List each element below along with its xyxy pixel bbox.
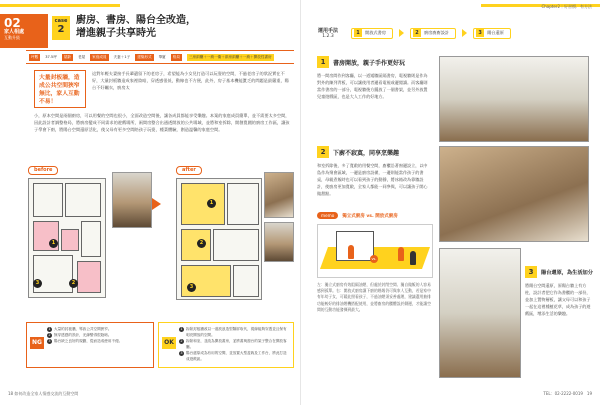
- intro-text: 這對年輕夫妻接手長輩遺留下的老房子，希望能為小女兒打造可以玩耍的空間，不過老房子的狀況實在不好，大量封板牆造成家裡陰暗，穿透感很低，動線也不方便，此外，房子基本機能匱乏的問題是最嚴重，陽台不好曬衣，廚房太: [92, 71, 289, 90]
- chapter-tab: [0, 14, 48, 48]
- ok-item: [179, 326, 290, 338]
- marker-badge: 2: [197, 239, 206, 248]
- method-step: [473, 28, 511, 39]
- after-open-area: [181, 229, 211, 261]
- after-floor-plan: [176, 178, 262, 300]
- marker-badge: 2: [69, 279, 78, 288]
- ng-list: [47, 326, 150, 344]
- step-number: 2: [413, 29, 421, 37]
- before-label: before: [28, 166, 58, 175]
- case-number: 2: [57, 24, 65, 35]
- item-number-icon: 2: [48, 332, 51, 337]
- item-number-icon: 1: [48, 326, 51, 331]
- marker-badge: 1: [49, 239, 58, 248]
- memo-caption: 左：獨立式廚房有效阻隔油煙，但處於封閉空間、獨自做飯的人容易感到孤單。右：開放式廚房讓下廚的媽媽仍可與家人互動，若是家中有年幼子女，可藉此照看孩子，不過油煙須妥善處理，建議選用抽排功能較好的排油煙機搭配使用，並將廚房的櫃體設於側邊，才能讓空間的互動功能發揮到最大。: [317, 282, 431, 312]
- section-3-body: 將陽台空間還原，原陽台牆上有方柱，設計者把它作為書櫃的一部份，並加上置物層板，讓父母可以和孩子一起在這裡種植花草，成為孩子的遊戲區，增添生活的樂趣。: [525, 283, 591, 316]
- transition-arrow-icon: [152, 198, 161, 210]
- method-step: [351, 28, 393, 39]
- after-room: [233, 265, 259, 297]
- after-photo: [264, 172, 294, 218]
- ng-box: [26, 322, 154, 368]
- step-text: 陽台還原: [487, 30, 504, 35]
- section-1-body: 將一間房間作到客廳，以一道矮牆區隔書房，電視牆則是作為對外的陳列背板，可以讓使用者邊看電視或邊閱讀。而客廳則當作書房的一部分，電視牆後方擺放了一個書架，並另外放置兒童遊戲區，也是大人工作的好地方。: [317, 73, 428, 99]
- item-number-icon: 1: [180, 326, 183, 331]
- before-floor-plan: [28, 178, 106, 298]
- info-value-layout: 三房兩廳＋一廚一衛＋兩房兩廳＋一廚＋開放性書房: [188, 54, 272, 59]
- info-label-family: 家庭成員: [92, 54, 107, 59]
- illustration-wall: [336, 231, 374, 261]
- section-3-header: [525, 266, 593, 278]
- info-label-age: 屋齡: [63, 54, 71, 59]
- ok-item: [179, 338, 290, 350]
- marker-badge: 3: [187, 283, 196, 292]
- chapter-subtitle: 互動升級: [4, 35, 20, 40]
- ok-item-text: 拆除封板牆改以一道波浪造型隔屏取代，視線能夠穿透並且保有明亮開放的空間。: [186, 327, 287, 337]
- ok-box: [158, 322, 294, 368]
- section-number: 1: [317, 56, 329, 68]
- section-1-header: [317, 56, 405, 68]
- info-value-size: 37.5坪: [45, 54, 57, 59]
- section-2-photo: [439, 146, 589, 242]
- method-label: [311, 27, 345, 39]
- case-badge: [52, 16, 70, 40]
- ok-list: [179, 326, 290, 362]
- person-icon: [410, 251, 416, 265]
- kitchen-illustration: [317, 224, 433, 278]
- section-number: 3: [525, 266, 537, 278]
- section-2-header: [317, 146, 399, 158]
- section-title: 書房開放，親子手作更好玩: [333, 59, 406, 67]
- vs-badge: vs.: [371, 257, 377, 261]
- method-title: 運用手法: [317, 28, 338, 34]
- info-value-building: 華廈: [158, 54, 166, 59]
- step-number: 3: [476, 29, 484, 37]
- case-label: case: [54, 18, 68, 24]
- ok-item-text: 拆除和室，並改為開放書房，並將書與窗台的架子整合在開放客廳。: [186, 339, 287, 349]
- intro-text-2: 小，原本空間是兩個廚房，可以用餐的空間也很小，全面改造空間後，讓各成員都能享受樂趣。本案的家庭成員簡單，並不需要太多空間，因此設計者調整格局，將廚房變成不同需求的遊戲場所，兩間房整合出通透開放的公共場域，並將和室拆除，開創寬闊的廚房工作區，讓孩子學會下廚，將陽台空間還原活化，使父母有更多空間陪孩子玩耍，種菜體驗，創造溫馨的家庭空間。: [34, 113, 290, 132]
- section-3-photo: [439, 248, 521, 378]
- info-value-family: 夫妻＋1子: [113, 54, 131, 59]
- step-number: 1: [354, 29, 362, 37]
- page-title: [76, 14, 196, 40]
- before-photo: [112, 172, 152, 228]
- method-step: [410, 28, 456, 39]
- title-line-1: 廚房、書房、陽台全改造，: [76, 15, 196, 26]
- before-room: [33, 183, 63, 217]
- person-icon: [348, 245, 354, 259]
- ng-item-text: 陽台缺乏良好的規劃，從而造成使用不便。: [54, 339, 123, 343]
- section-title: 下廚不寂寞，同享烹樂趣: [333, 149, 400, 157]
- problem-callout: 大量封板牆，造成公共空間狹窄無比，家人互動不易！: [34, 70, 86, 108]
- ok-tag: OK: [162, 337, 176, 349]
- right-page: [300, 0, 600, 405]
- marker-badge: 1: [207, 199, 216, 208]
- after-room: [213, 229, 259, 261]
- chapter-title: 家人相處: [4, 29, 25, 35]
- memo-header: [317, 212, 398, 219]
- section-2-body: 和室拆除後，多了寬敞的用餐空間，廚櫃沿著窗邊設立，以中島作為聚會區域，一邊是廚房設備，一邊則能當作孩子的書桌，母親煮飯時也可以看到孩子的動靜，將冰箱改為靠牆設計，使廚房更加寬敞，全家人都能一同參與，可以讓孩子開心做甜點。: [317, 163, 428, 196]
- info-bar: [26, 50, 294, 64]
- ok-item: [179, 350, 290, 362]
- chevron-right-icon: [399, 29, 404, 37]
- top-strip: [0, 4, 120, 7]
- person-icon: [398, 247, 404, 261]
- memo-title: 獨立式廚房 vs. 開放式廚房: [342, 213, 398, 219]
- before-room: [81, 221, 101, 257]
- section-title: 陽台還原，為生活加分: [541, 269, 593, 276]
- item-number-icon: 3: [180, 350, 183, 355]
- ng-item: [47, 338, 150, 344]
- before-problem-area: [61, 229, 79, 251]
- item-number-icon: 2: [180, 338, 183, 343]
- step-text: 開放式書房: [365, 30, 386, 35]
- ng-tag: NG: [30, 337, 44, 349]
- ng-item-text: 無穿透感的設計，光線變得很陰暗。: [54, 333, 112, 337]
- after-room: [227, 183, 259, 225]
- title-line-2: 增進親子共享時光: [76, 28, 156, 39]
- after-label: after: [176, 166, 202, 175]
- before-room: [65, 183, 101, 217]
- before-problem-area: [77, 261, 101, 293]
- info-value-age: 老屋: [77, 54, 86, 59]
- section-1-photo: [439, 56, 589, 142]
- after-open-area: [181, 183, 225, 225]
- after-photo: [264, 222, 294, 262]
- running-header: Chapter2｜好習慣．有方法: [541, 4, 592, 9]
- section-number: 2: [317, 146, 329, 158]
- ng-item-text: 大量的封板牆，導致公共空間狹窄。: [54, 327, 112, 331]
- info-label-building: 建築形式: [137, 54, 152, 59]
- method-steps-number: 1.2.3: [322, 34, 334, 39]
- right-footer: TEL：02-2222-0019 19: [543, 391, 592, 396]
- ok-item-text: 陽台還原成為有用的空間，並放置大型盆栽及工作台，將此打造成遊戲區。: [186, 351, 287, 361]
- left-footer: 18 如何改造全家人情感交流的互動空間: [8, 391, 79, 396]
- method-steps-bar: [311, 22, 593, 44]
- info-label-size: 坪數: [31, 54, 39, 59]
- info-label-layout: 格局: [172, 54, 180, 59]
- item-number-icon: 3: [48, 338, 51, 343]
- step-text: 廚房廚廚設計: [423, 30, 450, 35]
- memo-pill: memo: [317, 212, 338, 219]
- after-open-area: [181, 265, 231, 297]
- chevron-right-icon: [462, 29, 467, 37]
- chapter-number: 02: [4, 16, 21, 30]
- marker-badge: 3: [33, 279, 42, 288]
